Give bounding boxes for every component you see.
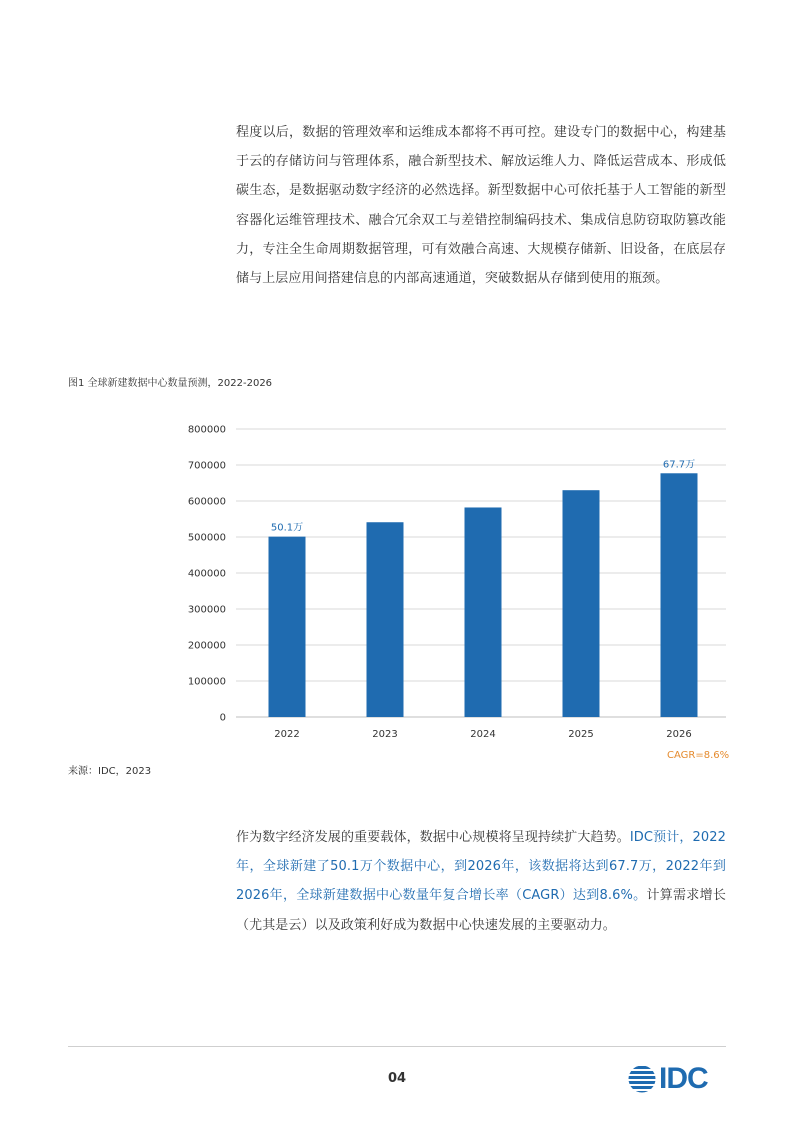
x-axis-ticks — [274, 729, 691, 740]
y-tick-label: 400000 — [187, 568, 226, 580]
analysis-text-part1: 作为数字经济发展的重要载体，数据中心规模将呈现持续扩大趋势。 — [236, 830, 630, 845]
x-tick-label: 2026 — [666, 729, 692, 740]
source-note: 来源：IDC，2023 — [68, 766, 152, 777]
analysis-text-part2: 计算需求增长（尤其是云）以及政策利好成为数据中心快速发展的主要驱动力。 — [236, 888, 726, 933]
y-tick-label: 800000 — [187, 424, 226, 436]
y-axis-ticks — [188, 425, 226, 724]
bar-2026 — [661, 473, 698, 717]
x-tick-label: 2022 — [274, 729, 300, 740]
y-tick-label: 700000 — [187, 460, 226, 472]
y-tick-label: 300000 — [187, 604, 226, 616]
bar-2022 — [269, 537, 306, 717]
analysis-paragraph — [236, 823, 726, 940]
analysis-highlight-text: IDC预计，2022年，全球新建了50.1万个数据中心，到2026年，该数据将达到67.7万，2022年到2026年，全球新建数据中心数量年复合增长率（CAGR）达到8.6%。 — [236, 830, 726, 904]
bar-2024 — [465, 507, 502, 717]
y-tick-label: 500000 — [187, 532, 226, 544]
idc-logo — [627, 1063, 727, 1095]
data-label: 67.7万 — [662, 459, 696, 471]
data-label: 50.1万 — [270, 522, 304, 534]
chart-bars — [269, 473, 698, 717]
y-tick-label: 0 — [219, 712, 226, 724]
footer-divider — [68, 1046, 726, 1047]
bar-2023 — [367, 522, 404, 717]
page-number: 04 — [387, 1071, 407, 1086]
x-tick-label: 2024 — [470, 729, 496, 740]
x-tick-label: 2025 — [568, 729, 594, 740]
intro-paragraph: 程度以后，数据的管理效率和运维成本都将不再可控。建设专门的数据中心，构建基于云的存储访问与管理体系，融合新型技术、解放运维人力、降低运营成本、形成低碳生态，是数据驱动数字经济的必然选择。新型数据中心可依托基于人工智能的新型容器化运维管理技术、融合冗余双工与差错控制编码技术、集成信息防窃取防篡改能力，专注全生命周期数据管理，可有效融合高速、大规模存储新、旧设备，在底层存储与上层应用间搭建信息的内部高速通道，突破数据从存储到使用的瓶颈。 — [236, 125, 726, 287]
y-tick-label: 600000 — [187, 496, 226, 508]
y-tick-label: 200000 — [187, 640, 226, 652]
idc-globe-icon — [627, 1064, 657, 1094]
y-tick-label: 100000 — [187, 676, 226, 688]
cagr-label: CAGR=8.6% — [667, 750, 730, 761]
x-tick-label: 2023 — [372, 729, 398, 740]
idc-logo-text: IDC — [659, 1062, 708, 1095]
figure-caption: 图1 全球新建数据中心数量预测，2022-2026 — [68, 378, 273, 389]
bar-2025 — [563, 490, 600, 717]
